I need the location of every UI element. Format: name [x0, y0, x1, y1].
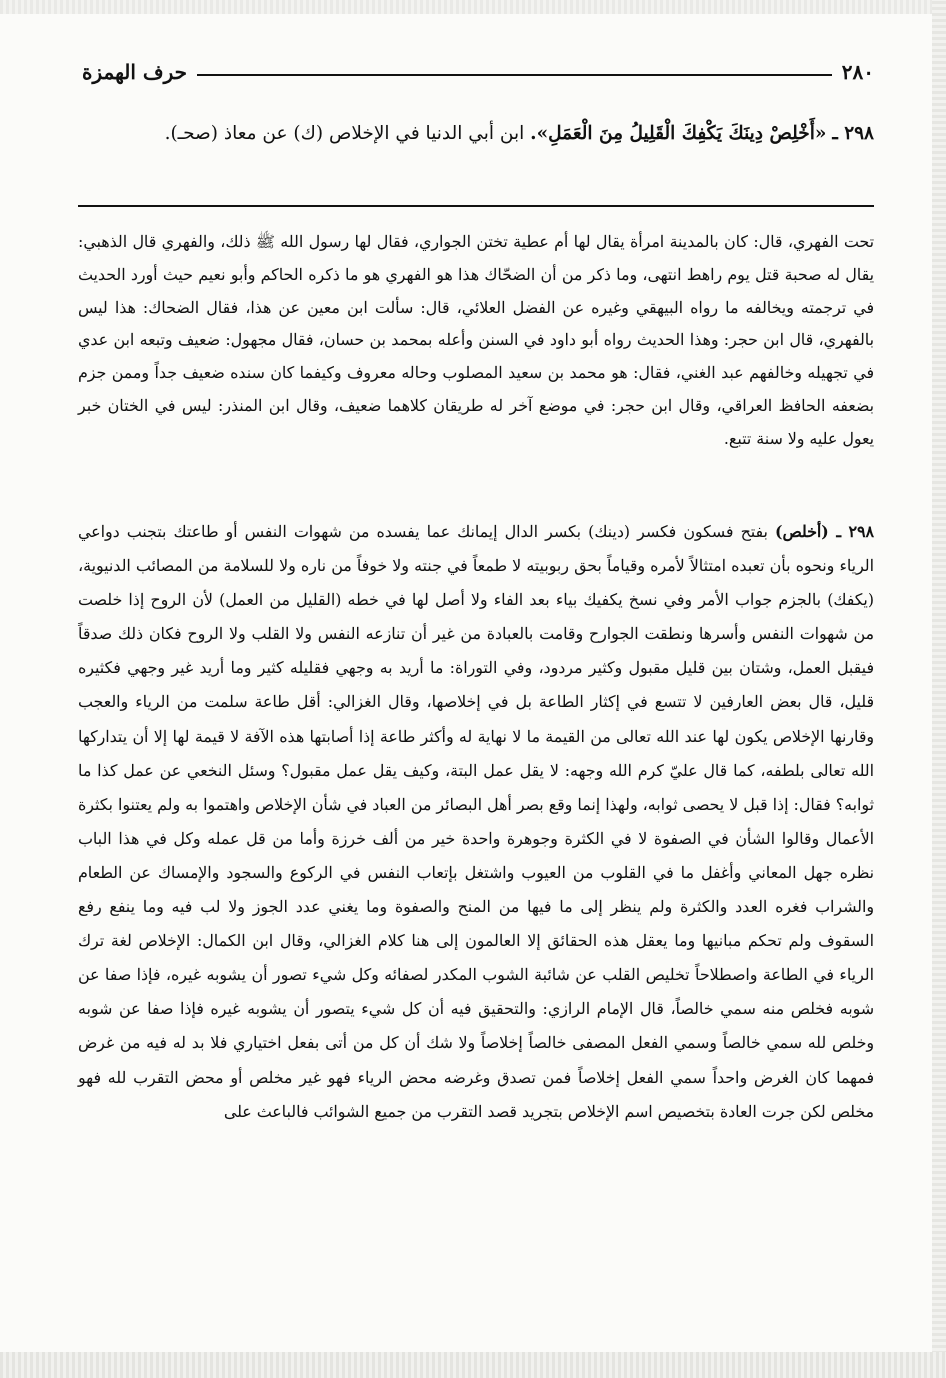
- header-rule: [197, 74, 832, 76]
- hadith-matn: «أَخْلِصْ دِينَكَ يَكْفِكَ الْقَلِيلُ مِنَ الْعَمَلِ».: [530, 123, 827, 144]
- hadith-number: ٢٩٨ ـ: [832, 123, 874, 144]
- scan-edge-right: [932, 0, 946, 1378]
- commentary-lead: ٢٩٨ ـ (أخلص): [775, 522, 875, 541]
- hadith-source: ابن أبي الدنيا في الإخلاص (ك) عن معاذ (صحـ).: [164, 123, 525, 144]
- scan-edge-bottom: [0, 1352, 946, 1378]
- hadith-text: [78, 112, 874, 155]
- running-title: حرف الهمزة: [82, 60, 188, 84]
- commentary-current: [78, 515, 874, 1129]
- page-header: [82, 52, 874, 84]
- scan-edge-top: [0, 0, 946, 14]
- commentary-previous: تحت الفهري، قال: كان بالمدينة امرأة يقال لها أم عطية تختن الجواري، فقال لها رسول الله ﷺ ذلك، والفهري قال الذهبي: يقال له صحبة قتل يوم راهط انتهى، وما ذكر من أن الضحّاك هذا هو الفهري هو ما ذكره الحاكم وأبو نعيم حيث أورد الحديث في ترجمته ويخالفه ما رواه البيهقي وغيره عن الفضل العلائي، قال: سألت ابن معين عن هذا، فقال الضحاك: هذا ليس بالفهري، قال ابن حجر: وهذا الحديث رواه أبو داود في السنن وأعله بمحمد بن حسان، فقال مجهول: ضعيف وتبعه ابن عدي في تجهيله وخالفهم عبد الغني، فقال: هو محمد بن سعيد المصلوب وحاله معروف وكيفما كان سنده ضعيف جداً وممن جزم بضعفه الحافظ العراقي، وقال ابن حجر: في موضع آخر له طريقان كلاهما ضعيف، وقال ابن المنذر: ليس في الختان خبر يعول عليه ولا سنة تتبع.: [78, 232, 874, 448]
- page-number: ٢٨٠: [841, 60, 874, 84]
- commentary-text: بفتح فسكون فكسر (دينك) بكسر الدال إيمانك عما يفسده من شهوات النفس أو طاعتك بتجنب دواعي الرياء ونحوه بأن تعبده امتثالاً لأمره وقياماً بحق ربوبيته لا طمعاً في جنته ولا خوفاً من ناره ولا للسلامة من المصائب الدنيوية، (يكفك) بالجزم جواب الأمر وفي نسخ يكفيك بياء بعد الفاء ولا أصل لها في خطه (القليل من العمل) لأن الروح إذا خلصت من شهوات النفس وأسرها ونطقت الجوارح وقامت بالعبادة من غير أن تنازعه النفس ولا القلب ولا الروح فكان ذلك صدقاً فيقبل العمل، وشتان بين قليل مقبول وكثير مردود، وفي التوراة: ما أريد به وجهي فقليله كثير وما أريد غير وجهي فكثيره قليل، قال بعض العارفين لا تتسع في إكثار الطاعة بل في إخلاصها، وقال الغزالي: أقل طاعة سلمت من الرياء والعجب وقارنها الإخلاص يكون لها عند الله تعالى من القيمة ما لا نهاية له وأكثر طاعة إذا أصابتها هذه الآفة لا قيمة لها إلا أن يتداركها الله تعالى بلطفه، كما قال عليّ كرم الله وجهه: لا يقل عمل البتة، وكيف يقل عمل مقبول؟ وسئل النخعي عن عمل كذا ما ثوابه؟ فقال: إذا قبل لا يحصى ثوابه، ولهذا إنما وقع بصر أهل البصائر من العباد في شأن الإخلاص واهتموا به ولم يعتنوا بكثرة الأعمال وقالوا الشأن في الصفوة لا في الكثرة وجوهرة واحدة خير من ألف خرزة وأما من قل عمله وكل في هذا الباب نظره جهل المعاني وأغفل ما في القلوب من العيوب واشتغل بإتعاب النفس في الركوع والسجود والإمساك عن الطعام والشراب فغره العدد والكثرة ولم ينظر إلى ما فيها من المنح والصفوة وما يغني عدد الجوز ولا لب فيه وما ينفع رفع السقوف ولم تحكم مبانيها وما يعقل هذه الحقائق إلا العالمون إلى هنا كلام الغزالي، وقال ابن الكمال: الإخلاص لغة ترك الرياء في الطاعة واصطلاحاً تخليص القلب عن شائبة الشوب المكدر لصفائه وكل شيء تصور أن يشوبه غيره، فإذا صفا عن شوبه فخلص منه سمي خالصاً، قال الإمام الرازي: والتحقيق فيه أن كل شيء يتصور أن يشوبه غيره فإذا صفا عن شوبه وخلص لله سمي خالصاً وسمي الفعل المصفى خالصاً إخلاصاً ولا شك أن كل من أتى بفعل اختياري فلا بد له فيه من غرض فمهما كان الغرض واحداً سمي الفعل إخلاصاً فمن تصدق وغرضه محض الرياء فهو غير مخلص أو محض التقرب لله فهو مخلص لكن جرت العادة بتخصيص اسم الإخلاص بتجريد قصد التقرب من جميع الشوائب فالباعث على: [78, 522, 875, 1121]
- section-divider: [78, 205, 874, 207]
